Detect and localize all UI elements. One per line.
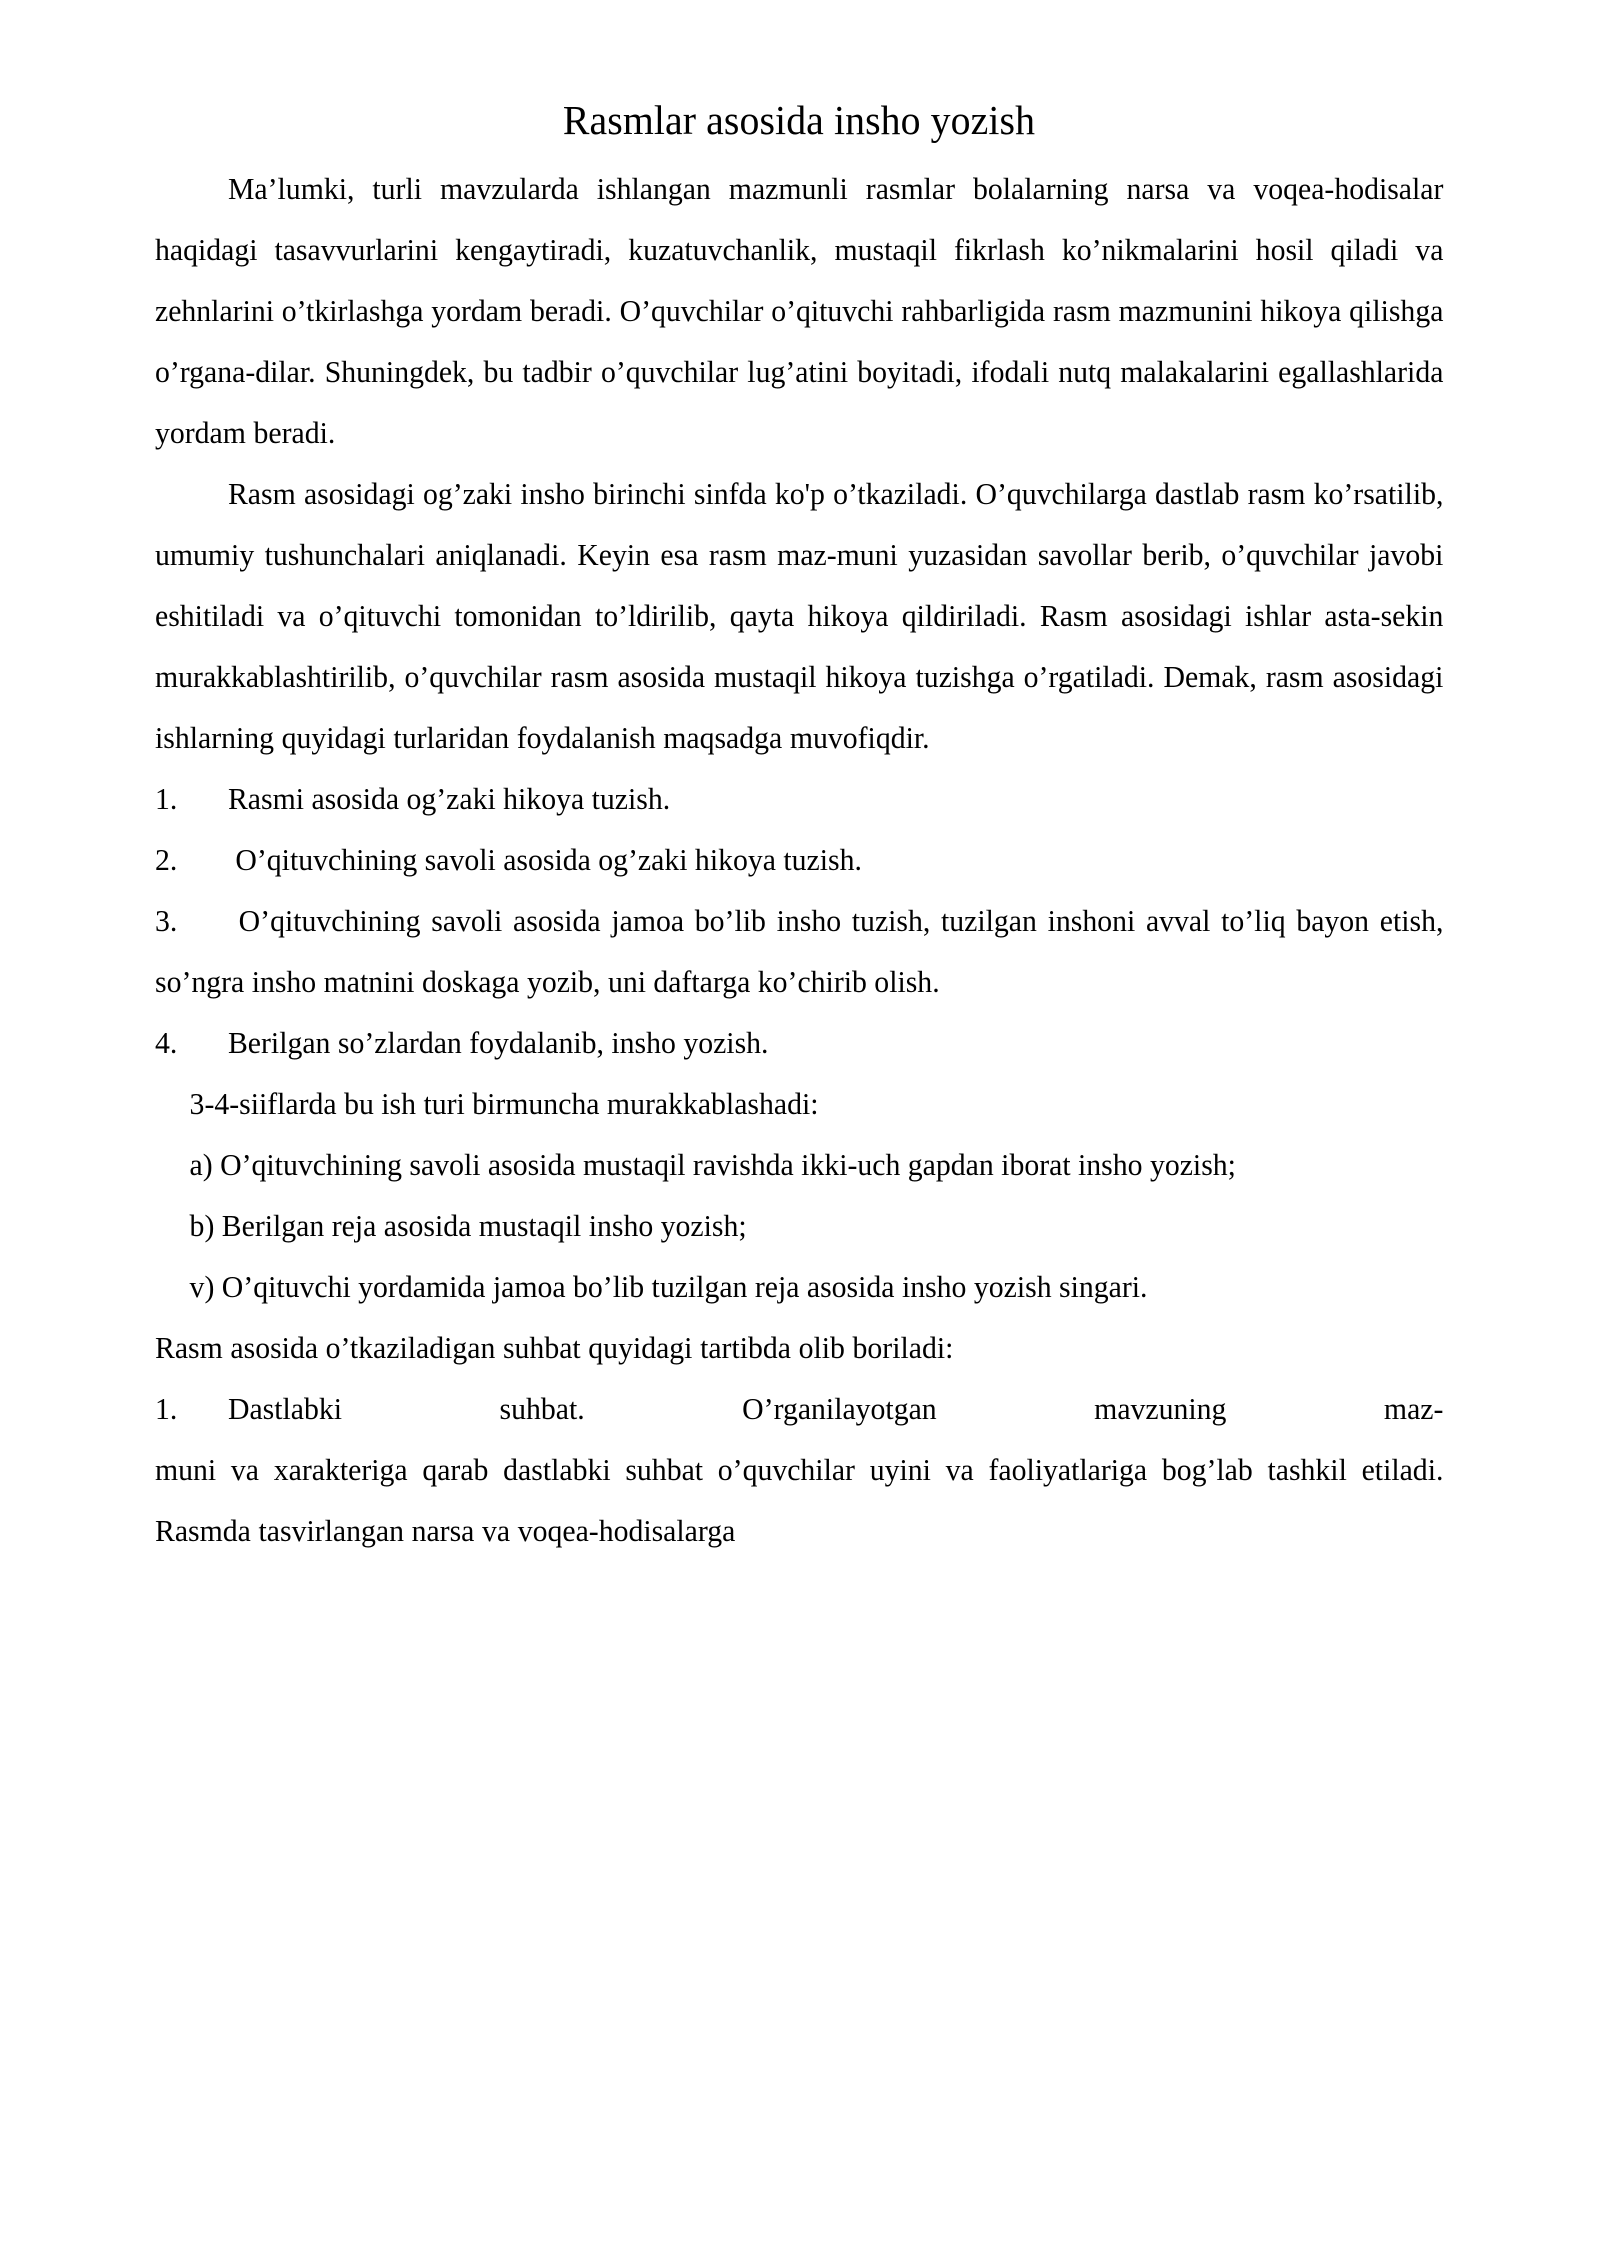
sub-item-v: v) O’qituvchi yordamida jamoa bo’lib tuzilgan reja asosida insho yozish singari. [189, 1269, 1148, 1305]
list-item [155, 890, 1443, 1012]
list-item-number: 4. [155, 1025, 178, 1061]
list-item-label: O’qituvchining savoli asosida jamoa bo’lib insho tuzish, tuzilgan inshoni avval to’liq bayon etish, so’ngra insho matnini doskaga yozib, uni daftarga ko’chirib olish. [155, 903, 1444, 1000]
final-list-item-body: muni va xarakteriga qarab dastlabki suhbat o’quvchilar uyini va faoliyatlariga bog’lab tashkil etiladi. Rasmda tasvirlangan narsa va voqea-hodisalarga [155, 1452, 1444, 1549]
list-item-label: O’qituvchining savoli asosida og’zaki hikoya tuzish. [227, 842, 862, 878]
sub-item-a: a) O’qituvchining savoli asosida mustaqil ravishda ikki-uch gapdan iborat insho yozish; [189, 1147, 1236, 1183]
list-item [155, 768, 1443, 829]
list-item-number: 1. [155, 781, 178, 817]
list-item [155, 1012, 1443, 1073]
list-item-label: Rasmi asosida og’zaki hikoya tuzish. [227, 781, 671, 817]
final-list-item-head-text: Dastlabki suhbat. O’rganilayotgan mavzuning maz- [227, 1391, 1444, 1427]
list-item-number: 3. [155, 903, 178, 939]
final-list-item-head [155, 1378, 1443, 1439]
list-item-number: 2. [155, 842, 178, 878]
list-item [155, 829, 1443, 890]
paragraph-intro: Ma’lumki, turli mavzularda ishlangan mazmunli rasmlar bolalarning narsa va voqea-hodisalar haqidagi tasavvurlarini kengaytiradi, kuzatuvchanlik, mustaqil fikrlash ko’nikmalarini hosil qiladi va zehnlarini o’tkirlashga yordam beradi. O’quvchilar o’qituvchi rahbarligida rasm mazmunini hikoya qilishga o’rgana-dilar. Shuningdek, bu tadbir o’quvchilar lug’atini boyitadi, ifodali nutq malakalarini egallashlarida yordam beradi. [155, 171, 1444, 451]
page-title: Rasmlar asosida insho yozish [562, 97, 1036, 143]
final-list-item-number: 1. [155, 1391, 178, 1427]
sub-item-b: b) Berilgan reja asosida mustaqil insho yozish; [189, 1208, 747, 1244]
list-item-label: Berilgan so’zlardan foydalanib, insho yozish. [227, 1025, 769, 1061]
page-content [155, 96, 1443, 1561]
paragraph-oral-essay: Rasm asosidagi og’zaki insho birinchi sinfda ko'p o’tkaziladi. O’quvchilarga dastlab rasm ko’rsatilib, umumiy tushunchalari aniqlanadi. Keyin esa rasm maz-muni yuzasidan savollar berib, o’quvchilar javobi eshitiladi va o’qituvchi tomonidan to’ldirilib, qayta hikoya qildiriladi. Rasm asosidagi ishlar asta-sekin murakkablashtirilib, o’quvchilar rasm asosida mustaqil hikoya tuzishga o’rgatiladi. Demak, rasm asosidagi ishlarning quyidagi turlaridan foydalanish maqsadga muvofiqdir. [155, 476, 1444, 756]
conversation-intro: Rasm asosida o’tkaziladigan suhbat quyidagi tartibda olib boriladi: [155, 1330, 954, 1366]
grades-note: 3-4-siiflarda bu ish turi birmuncha murakkablashadi: [189, 1086, 819, 1122]
